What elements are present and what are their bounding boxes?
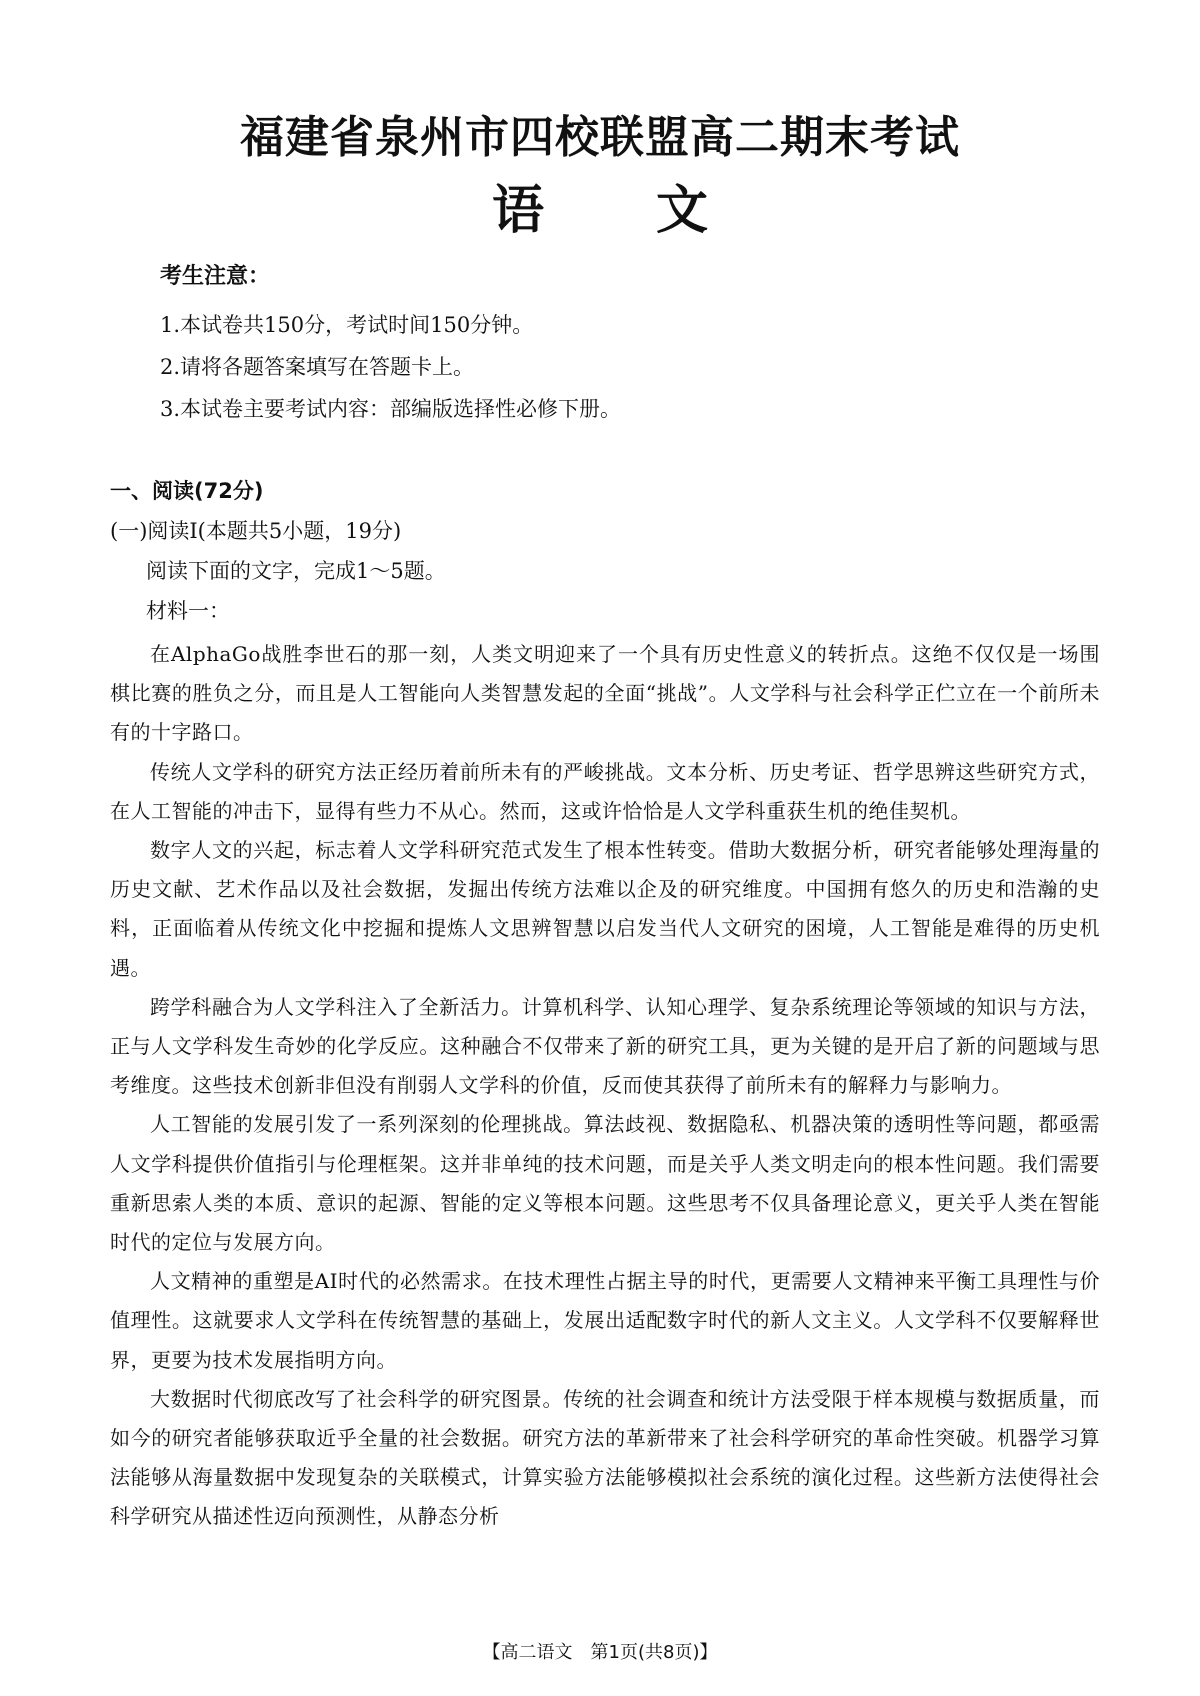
paragraph: 数字人文的兴起，标志着人文学科研究范式发生了根本性转变。借助大数据分析，研究者能够处理海量的历史文献、艺术作品以及社会数据，发掘出传统方法难以企及的研究维度。中国拥有悠久的历史和浩瀚的史料，正面临着从传统文化中挖掘和提炼人文思辨智慧以启发当代人文研究的困境，人工智能是难得的历史机遇。 [110,838,1100,980]
paragraph: 传统人文学科的研究方法正经历着前所未有的严峻挑战。文本分析、历史考证、哲学思辨这些研究方式，在人工智能的冲击下，显得有些力不从心。然而，这或许恰恰是人文学科重获生机的绝佳契机。 [110,759,1100,823]
subject-char-1: 语 [491,181,544,241]
notice-item-1: 1.本试卷共150分，考试时间150分钟。 [160,313,534,337]
paragraph: 人文精神的重塑是AI时代的必然需求。在技术理性占据主导的时代，更需要人文精神来平衡工具理性与价值理性。这就要求人文学科在传统智慧的基础上，发展出适配数字时代的新人文主义。人文学科不仅要解释世界，更要为技术发展指明方向。 [110,1269,1100,1372]
paragraph: 跨学科融合为人文学科注入了全新活力。计算机科学、认知心理学、复杂系统理论等领域的知识与方法，正与人文学科发生奇妙的化学反应。这种融合不仅带来了新的研究工具，更为关键的是开启了新的问题域与思考维度。这些技术创新非但没有削弱人文学科的价值，反而使其获得了前所未有的解释力与影响力。 [110,994,1100,1098]
candidate-notice [160,262,1060,430]
exam-title: 福建省泉州市四校联盟高二期末考试 [240,112,960,163]
page-footer: 【高二语文 第1页(共8页)】 [482,1642,718,1663]
notice-item-3: 3.本试卷主要考试内容：部编版选择性必修下册。 [160,397,622,421]
subject-title [0,180,1200,242]
section-subheading: (一)阅读Ⅰ(本题共5小题，19分) [110,519,402,543]
reading-passage [110,635,1100,1537]
notice-title: 考生注意： [160,264,271,289]
subject-char-2: 文 [656,181,709,241]
paragraph: 人工智能的发展引发了一系列深刻的伦理挑战。算法歧视、数据隐私、机器决策的透明性等问题，都亟需人文学科提供价值指引与伦理框架。这并非单纯的技术问题，而是关乎人类文明走向的根本性问题。我们需要重新思索人类的本质、意识的起源、智能的定义等根本问题。这些思考不仅具备理论意义，更关乎人类在智能时代的定位与发展方向。 [110,1112,1100,1255]
paragraph: 大数据时代彻底改写了社会科学的研究图景。传统的社会调查和统计方法受限于样本规模与数据质量，而如今的研究者能够获取近乎全量的社会数据。研究方法的革新带来了社会科学研究的革命性突破。机器学习算法能够从海量数据中发现复杂的关联模式，计算实验方法能够模拟社会系统的演化过程。这些新方法使得社会科学研究从描述性迈向预测性，从静态分析 [110,1386,1100,1529]
reading-instruction: 阅读下面的文字，完成1～5题。 [146,559,446,583]
material-label: 材料一： [146,599,230,623]
paragraph: 在AlphaGo战胜李世石的那一刻，人类文明迎来了一个具有历史性意义的转折点。这绝不仅仅是一场围棋比赛的胜负之分，而且是人工智能向人类智慧发起的全面“挑战”。人文学科与社会科学正伫立在一个前所未有的十字路口。 [110,642,1100,745]
section-heading: 一、阅读(72分) [110,479,264,503]
notice-item-2: 2.请将各题答案填写在答题卡上。 [160,355,475,379]
